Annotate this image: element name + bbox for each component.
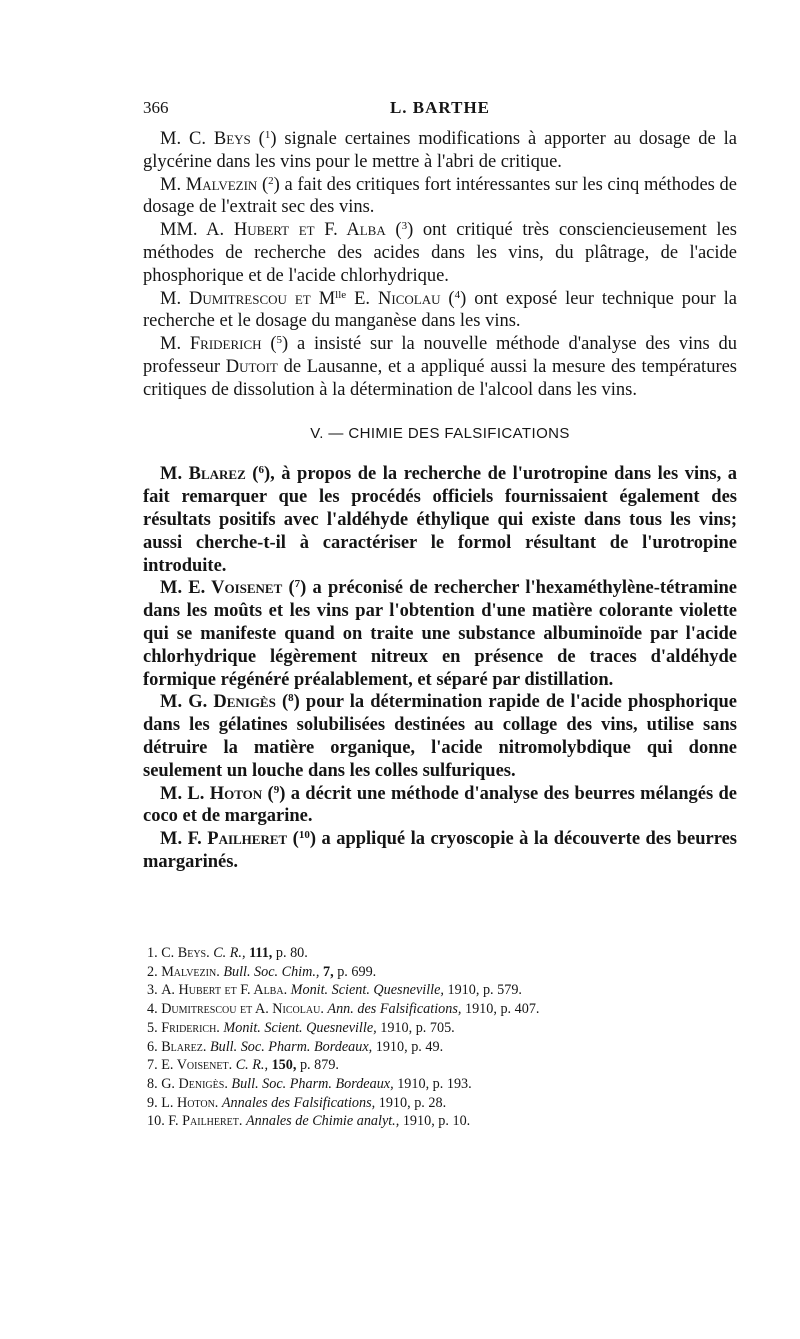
body-text xyxy=(143,128,737,874)
footnote-number: 5. xyxy=(147,1019,158,1036)
paragraph-blarez: M. Blarez ($^6$), à propos de la recherche de l'urotropine dans les vins, a fait remarquer que les procédés officiels fournissaient également des résultats positifs avec l'aldéhyde éthylique qui existe dans tous les vins; aussi cherche-t-il à caractériser le formol résultant de l'urotropine introduite. xyxy=(143,464,737,576)
footnote-number: 2. xyxy=(147,963,158,980)
professor-name: Dutoit xyxy=(225,356,278,377)
footnote-volume: 150, xyxy=(271,1057,297,1074)
footnote-volume: 111, xyxy=(249,945,273,961)
footnote-source: Monit. Scient. Quesneville, xyxy=(290,982,444,999)
footnote-item xyxy=(143,1000,737,1019)
page-number: 366 xyxy=(143,98,169,117)
footnote-item xyxy=(143,1056,737,1075)
footnote-item xyxy=(143,981,737,1000)
paragraph-text: a fait des critiques fort intéressantes sur les cinq méthodes de dosage de l'extrait sec des vins. xyxy=(143,174,737,218)
footnote-author: Blarez. xyxy=(161,1038,207,1055)
footnote-number: 4. xyxy=(147,1001,158,1018)
footnote-source: C. R., xyxy=(235,1057,269,1074)
footnote-source: Ann. des Falsifications, xyxy=(327,1001,462,1018)
paragraph-text: signale certaines modifications à apporter au dosage de la glycérine dans les vins pour le mettre à l'abri de critique. xyxy=(143,129,738,172)
paragraph-beys: M. C. Beys ($^1$) signale certaines modifications à apporter au dosage de la glycérine dans les vins pour le mettre à l'abri de critique. xyxy=(143,129,738,172)
footnote-author: Malvezin. xyxy=(161,963,220,980)
author-name: M. G. Denigès xyxy=(160,692,276,713)
running-head: L. BARTHE xyxy=(389,98,491,117)
footnote-item xyxy=(143,944,737,963)
footnote-page: p. 879. xyxy=(299,1057,339,1074)
author-name: M. L. Hoton xyxy=(160,783,263,804)
footnote-item xyxy=(143,1038,737,1057)
footnote-author: A. Hubert et F. Alba. xyxy=(161,982,288,999)
paragraph-hubert-alba: MM. A. Hubert et F. Alba ($^3$) ont critiqué très consciencieusement les méthodes de recherche des acides dans les vins, du plâtrage, de l'acide phosphorique et de l'acide chlorhydrique. xyxy=(143,220,737,286)
footnote-page: p. 80. xyxy=(275,945,308,961)
section-heading: V. — CHIMIE DES FALSIFICATIONS xyxy=(310,424,570,442)
footnote-ref: 10 xyxy=(298,829,310,842)
footnote-ref: 1 xyxy=(264,129,271,141)
footnote-source: Monit. Scient. Quesneville, xyxy=(223,1019,377,1036)
page-header xyxy=(143,98,737,122)
paragraph-text: a préconisé de rechercher l'hexaméthylène-tétramine dans les moûts et les vins par l'obtention d'une matière colorante violette qui se manifeste quand on traite une substance albuminoïde par l'acide chlorhydrique légèrement nitreux en présence de traces d'aldéhyde formique régénéré préalablement, et séparé par distillation. xyxy=(143,578,737,690)
footnote-source: Bull. Soc. Chim., xyxy=(223,963,320,980)
footnote-item xyxy=(143,1112,737,1131)
footnote-number: 3. xyxy=(147,982,158,999)
footnote-page: 1910, p. 28. xyxy=(378,1094,447,1111)
paragraph-text: a insisté sur la nouvelle méthode d'analyse des vins du professeur xyxy=(143,334,737,377)
author-name: M. C. Beys xyxy=(160,129,251,149)
footnote-ref: 7 xyxy=(294,578,301,591)
paragraph-text: de Lausanne, et a appliqué aussi la mesure des températures critiques de dissolution à la détermination de l'alcool dans les vins. xyxy=(143,356,738,400)
footnote-ref: 4 xyxy=(454,288,461,301)
footnote-item xyxy=(143,963,737,982)
footnote-number: 8. xyxy=(147,1075,158,1092)
footnote-item xyxy=(143,1019,737,1038)
footnote-item xyxy=(143,1075,737,1094)
footnotes xyxy=(143,944,737,1131)
footnote-source: Bull. Soc. Pharm. Bordeaux, xyxy=(209,1038,373,1055)
author-name: M. Dumitrescou et M xyxy=(160,288,336,309)
footnote-author: Friderich. xyxy=(161,1019,220,1036)
footnote-ref: 5 xyxy=(276,334,282,347)
paragraph-voisenet: M. E. Voisenet ($^7$) a préconisé de rechercher l'hexaméthylène-tétramine dans les moûts et les vins par l'obtention d'une matière colorante violette qui se manifeste quand on traite une substance albuminoïde par l'acide chlorhydrique légèrement nitreux en présence de traces d'aldéhyde formique régénéré préalablement, et séparé par distillation. xyxy=(143,578,737,690)
author-name: E. Nicolau xyxy=(346,288,441,309)
author-name: M. F. Pailheret xyxy=(160,829,288,850)
paragraph-text: ont exposé leur technique pour la recherche et le dosage du manganèse dans les vins. xyxy=(143,288,737,332)
footnote-ref: 8 xyxy=(288,692,294,705)
paragraph-malvezin: M. Malvezin ($^2$) a fait des critiques fort intéressantes sur les cinq méthodes de dosage de l'extrait sec des vins. xyxy=(143,174,737,218)
author-title: lle xyxy=(335,288,347,301)
paragraph-deniges: M. G. Denigès ($^8$) pour la détermination rapide de l'acide phosphorique dans les gélatines solubilisées destinées au collage des vins, utilise sans détruire la matière organique, l'acide nitromolybdique qui donne seulement un louche dans les colles sulfuriques. xyxy=(143,692,737,781)
author-name: M. Malvezin xyxy=(160,174,258,195)
footnote-volume: 7, xyxy=(323,963,334,980)
footnote-author: Dumitrescou et A. Nicolau. xyxy=(161,1001,324,1018)
footnote-author: L. Hoton. xyxy=(161,1094,219,1111)
footnote-author: C. Beys. xyxy=(161,945,210,961)
author-name: MM. A. Hubert et F. Alba xyxy=(160,220,386,241)
footnote-page: 1910, p. 579. xyxy=(447,982,522,999)
paragraph-text: a décrit une méthode d'analyse des beurres mélangés de coco et de margarine. xyxy=(143,783,737,827)
footnote-source: Bull. Soc. Pharm. Bordeaux, xyxy=(231,1075,394,1092)
footnote-number: 6. xyxy=(147,1038,158,1055)
footnote-page: 1910, p. 705. xyxy=(380,1019,455,1036)
footnote-ref: 2 xyxy=(268,174,274,187)
author-name: M. E. Voisenet xyxy=(160,578,283,599)
author-name: M. Blarez xyxy=(160,464,246,485)
footnote-ref: 6 xyxy=(258,464,264,477)
footnote-ref: 9 xyxy=(273,783,280,796)
footnote-author: G. Denigès. xyxy=(161,1075,228,1092)
author-name: M. Friderich xyxy=(160,334,262,355)
footnote-number: 7. xyxy=(147,1057,158,1074)
paragraph-friderich: M. Friderich ($^5$) a insisté sur la nouvelle méthode d'analyse des vins du professeur Dutoit de Lausanne, et a appliqué aussi la mesure des températures critiques de dissolution à la détermination de l'alcool dans les vins. xyxy=(143,334,738,400)
paragraph-hoton: M. L. Hoton ($^9$) a décrit une méthode d'analyse des beurres mélangés de coco et de margarine. xyxy=(143,783,737,827)
footnote-item xyxy=(143,1094,737,1113)
footnote-source: Annales des Falsifications, xyxy=(221,1094,376,1111)
footnote-author: F. Pailheret. xyxy=(168,1113,243,1130)
paragraph-text: , à propos de la recherche de l'urotropine dans les vins, a fait remarquer que les procédés officiels fournissaient également des résultats positifs avec l'aldéhyde éthylique qui existe dans tous les vins; aussi cherche-t-il à caractériser le formol résultant de l'urotropine introduite. xyxy=(143,464,737,576)
paragraph-pailheret: M. F. Pailheret ($^{10}$) a appliqué la cryoscopie à la découverte des beurres margarinés. xyxy=(143,829,737,872)
footnote-page: 1910, p. 49. xyxy=(375,1038,444,1055)
footnote-ref: 3 xyxy=(401,220,408,233)
footnote-page: 1910, p. 10. xyxy=(402,1113,471,1130)
footnote-number: 1. xyxy=(147,945,158,961)
footnote-number: 9. xyxy=(147,1094,158,1111)
footnote-page: 1910, p. 407. xyxy=(464,1001,540,1018)
footnote-source: C. R., xyxy=(213,945,246,961)
footnote-author: E. Voisenet. xyxy=(161,1057,233,1074)
paragraph-text: a appliqué la cryoscopie à la découverte des beurres margarinés. xyxy=(143,829,737,872)
footnote-number: 10. xyxy=(147,1113,165,1130)
footnote-source: Annales de Chimie analyt., xyxy=(246,1113,400,1130)
paragraph-dumitrescou-nicolau: M. Dumitrescou et $M^{lle}$ E. Nicolau ($^4$) ont exposé leur technique pour la recherche et le dosage du manganèse dans les vins. xyxy=(143,288,737,332)
footnote-page: p. 699. xyxy=(337,963,377,980)
paragraph-text: ont critiqué très consciencieusement les méthodes de recherche des acides dans les vins, du plâtrage, de l'acide phosphorique et de l'acide chlorhydrique. xyxy=(143,220,737,286)
footnote-page: 1910, p. 193. xyxy=(397,1075,472,1092)
paragraph-text: pour la détermination rapide de l'acide phosphorique dans les gélatines solubilisées destinées au collage des vins, utilise sans détruire la matière organique, l'acide nitromolybdique qui donne seulement un louche dans les colles sulfuriques. xyxy=(143,692,737,781)
